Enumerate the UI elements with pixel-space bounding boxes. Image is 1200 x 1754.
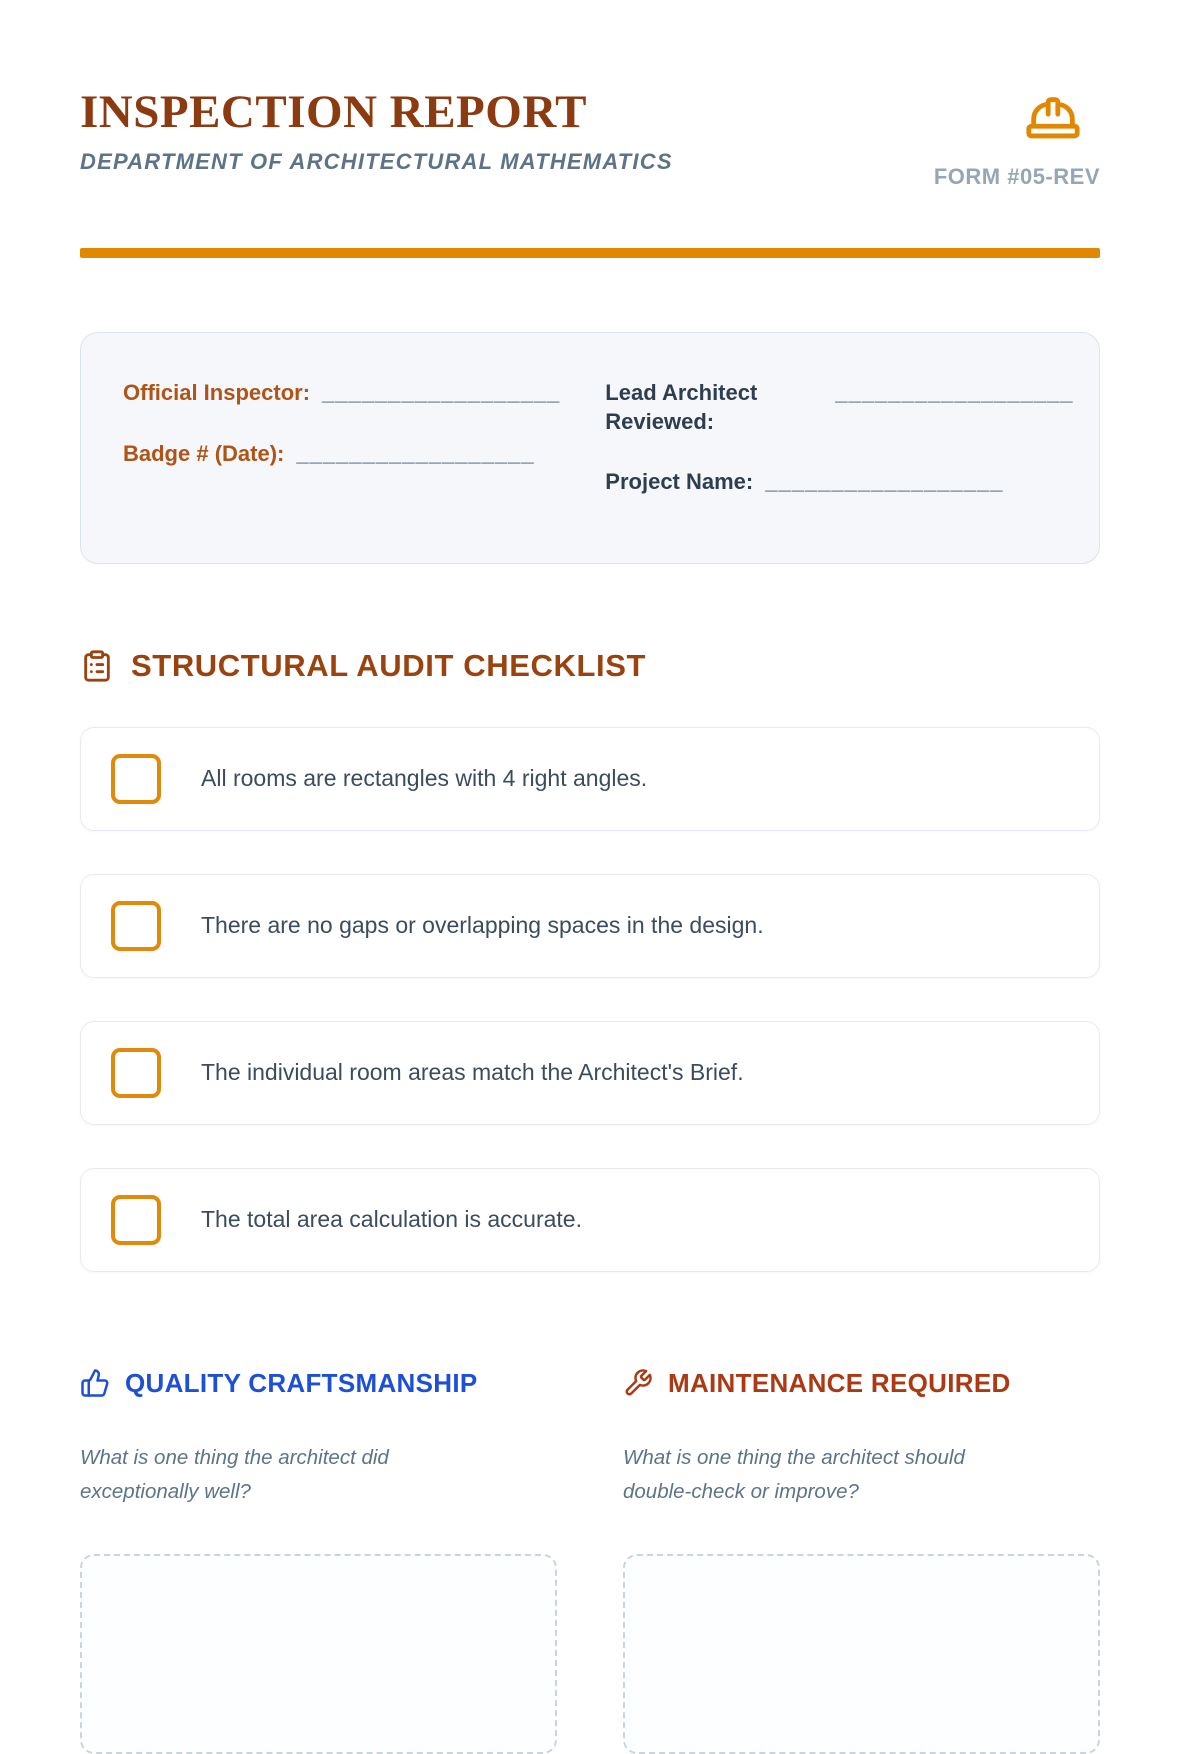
- quality-title: [80, 1368, 557, 1399]
- maintenance-column: [623, 1368, 1100, 1754]
- quality-prompt: [80, 1441, 557, 1509]
- header-divider: [80, 248, 1100, 258]
- header-right: [934, 88, 1100, 190]
- badge-date-row: [123, 440, 560, 469]
- lead-architect-row: [605, 379, 1073, 436]
- info-right-column: [605, 379, 1073, 529]
- maintenance-response-area[interactable]: [623, 1554, 1100, 1754]
- lead-architect-blank[interactable]: __________________: [835, 380, 1074, 405]
- checklist-label-2: There are no gaps or overlapping spaces in the design.: [201, 912, 764, 939]
- lead-architect-label: Lead Architect Reviewed:: [605, 380, 758, 434]
- checklist-checkbox-1[interactable]: [111, 754, 161, 804]
- checklist-item-1: [80, 727, 1100, 831]
- maintenance-title: [623, 1368, 1100, 1399]
- checklist-item-2: [80, 874, 1100, 978]
- hard-hat-icon: [1022, 90, 1084, 148]
- checklist-label-3: The individual room areas match the Architect's Brief.: [201, 1059, 744, 1086]
- info-left-column: [123, 379, 560, 529]
- feedback-section: [80, 1368, 1100, 1754]
- checklist-item-4: [80, 1168, 1100, 1272]
- header: [80, 88, 1100, 190]
- quality-prompt-line-1: What is one thing the architect did: [80, 1445, 389, 1469]
- maintenance-title-text: MAINTENANCE REQUIRED: [668, 1367, 1011, 1398]
- quality-response-area[interactable]: [80, 1554, 557, 1754]
- header-titles: [80, 88, 673, 175]
- checklist-item-3: [80, 1021, 1100, 1125]
- official-inspector-label: Official Inspector:: [123, 380, 311, 405]
- quality-prompt-line-2: exceptionally well?: [80, 1479, 251, 1503]
- form-number: FORM #05-REV: [933, 164, 1100, 189]
- checklist-section: [80, 648, 1100, 1272]
- official-inspector-blank[interactable]: __________________: [322, 380, 561, 405]
- project-name-row: [605, 468, 1073, 497]
- clipboard-icon: [80, 649, 114, 683]
- thumbs-up-icon: [80, 1368, 110, 1398]
- maintenance-prompt-line-1: What is one thing the architect should: [623, 1445, 965, 1469]
- official-inspector-row: [123, 379, 560, 408]
- quality-title-text: QUALITY CRAFTSMANSHIP: [125, 1367, 478, 1398]
- checklist-checkbox-4[interactable]: [111, 1195, 161, 1245]
- checklist-label-4: The total area calculation is accurate.: [201, 1206, 582, 1233]
- project-name-label: Project Name:: [605, 469, 754, 495]
- page-title: INSPECTION REPORT: [80, 86, 587, 138]
- badge-date-label: Badge # (Date):: [123, 440, 285, 466]
- checklist-checkbox-2[interactable]: [111, 901, 161, 951]
- badge-date-blank[interactable]: __________________: [296, 440, 535, 466]
- wrench-icon: [623, 1368, 653, 1398]
- maintenance-prompt-line-2: double-check or improve?: [623, 1479, 859, 1503]
- maintenance-prompt: [623, 1441, 1100, 1509]
- checklist-checkbox-3[interactable]: [111, 1048, 161, 1098]
- page-subtitle: DEPARTMENT OF ARCHITECTURAL MATHEMATICS: [80, 149, 673, 175]
- inspector-info-box: [80, 332, 1100, 564]
- checklist-label-1: All rooms are rectangles with 4 right angles.: [201, 765, 648, 792]
- checklist-title-text: STRUCTURAL AUDIT CHECKLIST: [131, 647, 647, 683]
- quality-column: [80, 1368, 557, 1754]
- checklist-section-title: [80, 648, 1100, 684]
- project-name-blank[interactable]: __________________: [765, 469, 1004, 495]
